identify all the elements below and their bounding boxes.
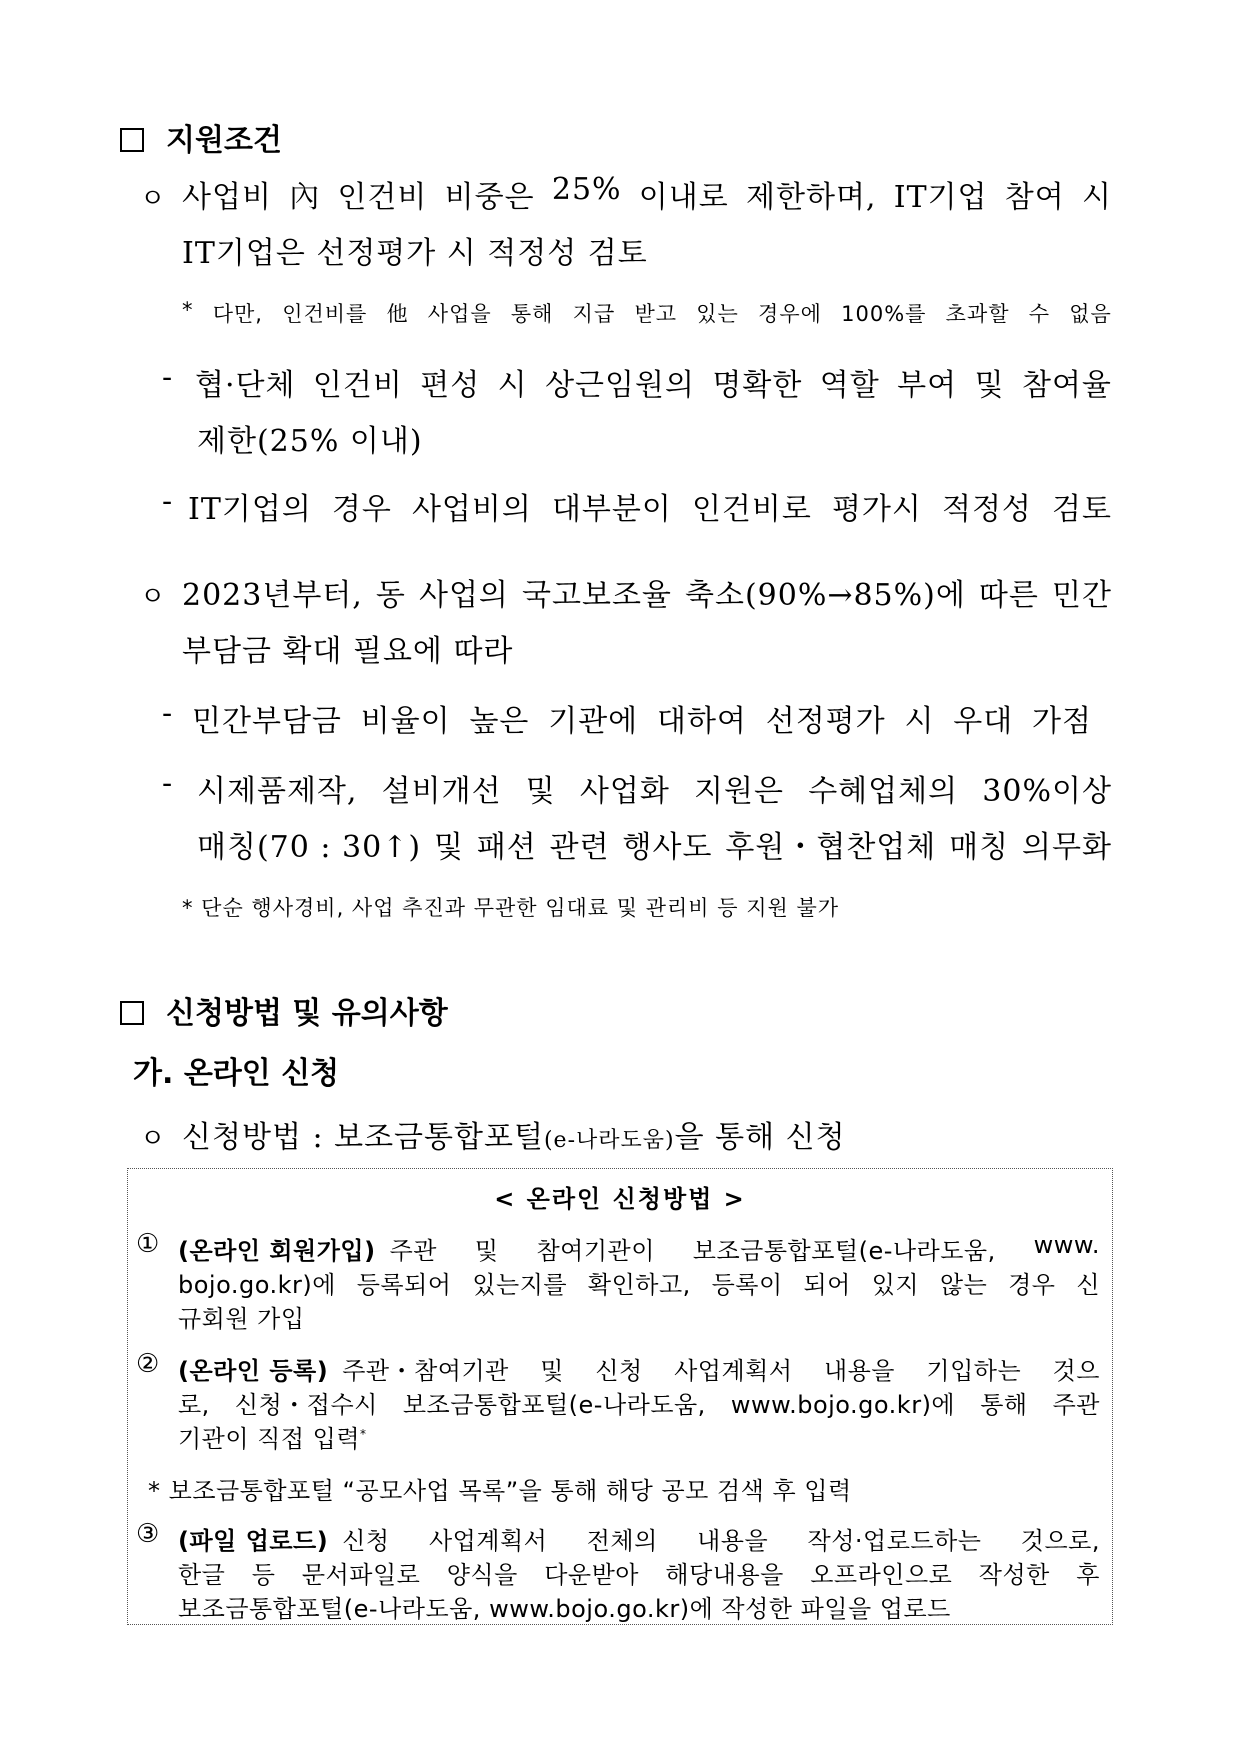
word: 평가시 xyxy=(831,492,922,527)
item2-line1-rest xyxy=(342,1351,1100,1386)
word: 다만, xyxy=(212,302,263,326)
word: 등록이 xyxy=(711,1271,783,1299)
dash-marker: - xyxy=(162,360,173,395)
word: 국고보조율 xyxy=(522,578,672,613)
word: 참여 xyxy=(1004,180,1065,215)
word: 시제품제작, xyxy=(197,774,358,809)
word: 해당내용을 xyxy=(665,1561,784,1589)
word: 협·단체 xyxy=(195,368,296,403)
word: 후원・협찬업체 xyxy=(725,830,937,865)
word: 신청・접수시 xyxy=(234,1391,378,1419)
method-label: 신청방법 : 보조금통합포털 xyxy=(182,1120,544,1155)
word: 사업계획서 xyxy=(428,1527,548,1555)
word: 신청 xyxy=(342,1527,390,1555)
word: 지원은 xyxy=(694,774,784,809)
word: 매칭(70 : 30↑) xyxy=(197,830,422,865)
word: 및 xyxy=(540,1357,564,1385)
item2-line3 xyxy=(178,1419,367,1454)
item1-line3: 규회원 가입 xyxy=(178,1305,305,1333)
item3-bold: (파일 업로드) xyxy=(178,1527,329,1555)
word: 행사도 xyxy=(622,830,713,865)
word: 대부분이 xyxy=(551,492,672,527)
word: 편성 xyxy=(420,368,481,403)
item1-line1-rest xyxy=(390,1231,1100,1266)
item2-line2 xyxy=(178,1385,1100,1420)
item3-line1-rest xyxy=(342,1521,1100,1556)
method-rest: 을 통해 신청 xyxy=(674,1120,846,1155)
word: 수혜업체의 xyxy=(808,774,959,809)
word: 되어 xyxy=(803,1271,851,1299)
word: bojo.go.kr)에 xyxy=(178,1271,336,1299)
word: 관련 xyxy=(549,830,610,865)
bullet2-note: * 단순 행사경비, 사업 추진과 무관한 임대료 및 관리비 등 지원 불가 xyxy=(182,896,840,920)
section-title-text: 지원조건 xyxy=(166,123,282,158)
word: 시 xyxy=(1082,180,1112,215)
method-small: (e-나라도움) xyxy=(543,1128,675,1153)
word: 사업화 xyxy=(579,774,670,809)
bullet1-line2: IT기업은 선정평가 시 적정성 검토 xyxy=(182,236,648,271)
dash-marker: - xyxy=(162,484,173,519)
bullet2-line2: 부담금 확대 필요에 따라 xyxy=(182,634,514,669)
word: 주관・참여기관 xyxy=(342,1357,509,1385)
word: www.bojo.go.kr)에 xyxy=(730,1391,956,1419)
word: 내용을 xyxy=(823,1357,895,1385)
bullet1-line1 xyxy=(182,172,1112,216)
word: 양식을 xyxy=(446,1561,518,1589)
word: 25% xyxy=(551,172,622,207)
word: 작성한 xyxy=(978,1561,1050,1589)
word: IT기업 xyxy=(893,180,988,215)
word: 경우 xyxy=(331,492,392,527)
word: 인건비로 xyxy=(691,492,812,527)
word: 동 xyxy=(375,578,406,613)
word: 경우에 xyxy=(758,302,822,326)
word: 내용을 xyxy=(697,1527,769,1555)
word: 있지 xyxy=(871,1271,920,1299)
word: 참여기관이 xyxy=(536,1237,655,1265)
word: 적정성 xyxy=(941,492,1032,527)
word: 시 xyxy=(497,368,528,403)
word: 지급 xyxy=(572,302,616,326)
word: 보조금통합포털(e-나라도움, xyxy=(692,1237,996,1265)
word: 우대 xyxy=(953,704,1014,739)
word: 시 xyxy=(904,704,935,739)
word: 주관 xyxy=(389,1237,437,1265)
word: 선정평가 xyxy=(765,704,886,739)
item2-line1 xyxy=(178,1351,1100,1386)
word: 및 xyxy=(974,368,1005,403)
word: 높은 xyxy=(469,704,530,739)
item3-line1 xyxy=(178,1521,1100,1556)
circle-bullet: ㅇ xyxy=(140,1124,166,1154)
word: 2023년부터, xyxy=(182,578,363,613)
square-bullet-icon xyxy=(120,1001,144,1025)
word: 참여율 xyxy=(1021,368,1112,403)
circle-bullet: ㅇ xyxy=(140,184,166,214)
box-title: < 온라인 신청방법 > xyxy=(494,1185,746,1213)
bullet2-line1 xyxy=(182,570,1112,614)
word: 통해 xyxy=(980,1391,1028,1419)
word: 사업비 xyxy=(182,180,272,215)
b2-sub2-line2 xyxy=(197,822,1112,866)
word: 것으로, xyxy=(1020,1527,1100,1555)
word: 경우 xyxy=(1008,1271,1056,1299)
sub1-line1 xyxy=(195,360,1112,404)
application-method-line xyxy=(182,1112,846,1156)
word: 받고 xyxy=(634,302,678,326)
b2-sub1-line1 xyxy=(192,696,1092,740)
item3-line3: 보조금통합포털(e-나라도움, www.bojo.go.kr)에 작성한 파일을 업로드 xyxy=(178,1595,951,1623)
item1-line1 xyxy=(178,1231,1100,1266)
word: 의무화 xyxy=(1022,830,1112,865)
word: 전체의 xyxy=(586,1527,658,1555)
word: 상근임원의 xyxy=(545,368,695,403)
word: * xyxy=(182,298,194,322)
word: 가점 xyxy=(1031,704,1092,739)
word: 등 xyxy=(251,1561,276,1589)
word: 제한하며, xyxy=(746,180,877,215)
word: 100%를 xyxy=(841,302,927,326)
item-number: ① xyxy=(136,1229,160,1259)
word: 신 xyxy=(1076,1271,1100,1299)
word: 없음 xyxy=(1069,302,1112,326)
word: 매칭 xyxy=(949,830,1010,865)
item1-line2 xyxy=(178,1265,1100,1300)
word: 사업비의 xyxy=(411,492,532,527)
word: 로, xyxy=(178,1391,210,1419)
word: IT기업의 xyxy=(188,492,312,527)
word: 않는 xyxy=(939,1271,988,1299)
section-title-support-conditions xyxy=(120,115,282,159)
item-number: ② xyxy=(136,1349,160,1379)
circle-bullet: ㅇ xyxy=(140,582,166,612)
dash-marker: - xyxy=(162,766,173,801)
word: 오프라인으로 xyxy=(810,1561,953,1589)
word: 보조금통합포털(e-나라도움, xyxy=(402,1391,706,1419)
word: 신청 xyxy=(595,1357,643,1385)
word: 인건비 xyxy=(312,368,403,403)
word: 주관 xyxy=(1052,1391,1100,1419)
word: 및 xyxy=(433,830,464,865)
bullet1-note xyxy=(182,298,1112,328)
word: 초과할 xyxy=(945,302,1010,326)
word: 있는지를 xyxy=(472,1271,568,1299)
item2-sup: * xyxy=(360,1427,367,1441)
word: 설비개선 xyxy=(381,774,502,809)
word: 역할 xyxy=(819,368,880,403)
word: 민간부담금 xyxy=(192,704,342,739)
square-bullet-icon xyxy=(120,128,144,152)
word: 등록되어 xyxy=(356,1271,452,1299)
word: 민간 xyxy=(1051,578,1112,613)
item3-line2 xyxy=(178,1555,1100,1590)
word: 수 xyxy=(1028,302,1051,326)
online-application-box xyxy=(127,1168,1113,1625)
word: 인건비 xyxy=(337,180,428,215)
word: 통해 xyxy=(510,302,554,326)
dash-marker: - xyxy=(162,696,173,731)
word: 비중은 xyxy=(444,180,535,215)
word: 이내로 xyxy=(638,180,729,215)
word: 따른 xyxy=(978,578,1039,613)
word: 사업계획서 xyxy=(674,1357,793,1385)
word: 및 xyxy=(474,1237,499,1265)
word: 內 xyxy=(289,180,321,215)
word: 확인하고, xyxy=(587,1271,691,1299)
word: 다운받아 xyxy=(544,1561,639,1589)
section-title-text: 신청방법 및 유의사항 xyxy=(166,996,448,1031)
word: 검토 xyxy=(1052,492,1112,527)
word: 문서파일로 xyxy=(301,1561,421,1589)
word: www. xyxy=(1033,1231,1100,1259)
word: 작성·업로드하는 xyxy=(807,1527,982,1555)
sub1-line2: 제한(25% 이내) xyxy=(197,424,423,459)
word: 他 xyxy=(386,302,409,326)
item2-line3-text: 기관이 직접 입력 xyxy=(178,1425,361,1453)
word: 후 xyxy=(1076,1561,1100,1589)
word: 비율이 xyxy=(360,704,451,739)
word: 및 xyxy=(525,774,556,809)
word: 30%이상 xyxy=(982,774,1112,809)
word: 기입하는 xyxy=(926,1357,1022,1385)
subsection-title-online: 가. 온라인 신청 xyxy=(133,1056,340,1091)
word: 것으 xyxy=(1052,1357,1100,1385)
word: 있는 xyxy=(696,302,739,326)
word: 기관에 xyxy=(548,704,639,739)
section-title-application xyxy=(120,988,448,1032)
word: 명확한 xyxy=(712,368,803,403)
item2-bold: (온라인 등록) xyxy=(178,1357,329,1385)
box-note: * 보조금통합포털 “공모사업 목록”을 통해 해당 공모 검색 후 입력 xyxy=(148,1477,852,1505)
word: 사업의 xyxy=(418,578,509,613)
word: 한글 xyxy=(178,1561,226,1589)
b2-sub2-line1 xyxy=(197,766,1112,810)
word: 축소(90%→85%)에 xyxy=(684,578,966,613)
word: 부여 xyxy=(897,368,958,403)
sub2-line1 xyxy=(188,484,1112,528)
item-number: ③ xyxy=(136,1519,160,1549)
word: 패션 xyxy=(476,830,537,865)
word: 사업을 xyxy=(427,302,492,326)
item1-bold: (온라인 회원가입) xyxy=(178,1237,376,1265)
word: 대하여 xyxy=(656,704,747,739)
word: 인건비를 xyxy=(282,302,368,326)
